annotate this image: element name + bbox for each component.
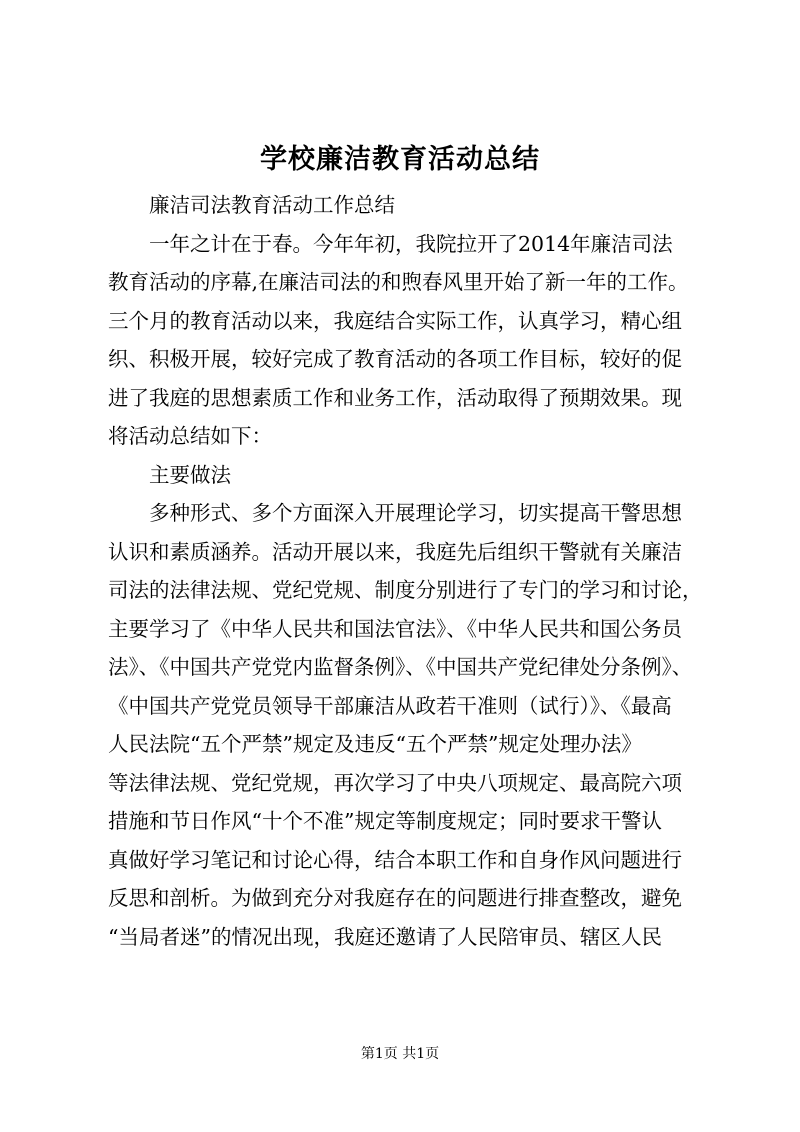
paragraph-line: 司法的法律法规、党纪党规、制度分别进行了专门的学习和讨论， bbox=[108, 578, 703, 602]
paragraph-line: 反思和剖析。为做到充分对我庭存在的问题进行排查整改，避免 bbox=[108, 886, 682, 910]
paragraph-line: “当局者迷”的情况出现，我庭还邀请了人民陪审员、辖区人民 bbox=[108, 924, 662, 949]
paragraph-line: 三个月的教育活动以来，我庭结合实际工作，认真学习，精心组 bbox=[108, 308, 682, 333]
paragraph-line: 措施和节日作风“十个不准”规定等制度规定；同时要求干警认 bbox=[108, 809, 662, 833]
paragraph-line: 将活动总结如下： bbox=[108, 424, 272, 448]
paragraph-line: 进了我庭的思想素质工作和业务工作，活动取得了预期效果。现 bbox=[108, 385, 682, 410]
paragraph-line: 多种形式、多个方面深入开展理论学习，切实提高干警思想 bbox=[149, 501, 682, 525]
subtitle-line: 廉洁司法教育活动工作总结 bbox=[149, 193, 395, 217]
paragraph-line: 一年之计在于春。今年年初，我院拉开了2014年廉洁司法 bbox=[149, 231, 673, 256]
page-footer: 第1页 共1页 bbox=[360, 1046, 440, 1062]
paragraph-line: 等法律法规、党纪党规，再次学习了中央八项规定、最高院六项 bbox=[108, 770, 682, 795]
section-heading: 主要做法 bbox=[149, 462, 231, 487]
paragraph-line: 认识和素质涵养。活动开展以来，我庭先后组织干警就有关廉洁 bbox=[108, 539, 682, 564]
paragraph-line: 人民法院“五个严禁”规定及违反“五个严禁”规定处理办法》 bbox=[108, 732, 642, 756]
document-title: 学校廉洁教育活动总结 bbox=[260, 144, 540, 175]
paragraph-line: 织、积极开展，较好完成了教育活动的各项工作目标，较好的促 bbox=[108, 347, 682, 371]
document-body bbox=[108, 186, 708, 956]
paragraph-line: 真做好学习笔记和讨论心得，结合本职工作和自身作风问题进行 bbox=[108, 847, 682, 872]
paragraph-line: 法》、《中国共产党党内监督条例》、《中国共产党纪律处分条例》、 bbox=[108, 655, 693, 679]
paragraph-line: 教育活动的序幕,在廉洁司法的和煦春风里开始了新一年的工作。 bbox=[108, 270, 689, 294]
paragraph-line: 主要学习了《中华人民共和国法官法》、《中华人民共和国公务员 bbox=[108, 616, 682, 641]
paragraph-line: 《中国共产党党员领导干部廉洁从政若干准则（试行）》、《最高 bbox=[108, 693, 672, 718]
